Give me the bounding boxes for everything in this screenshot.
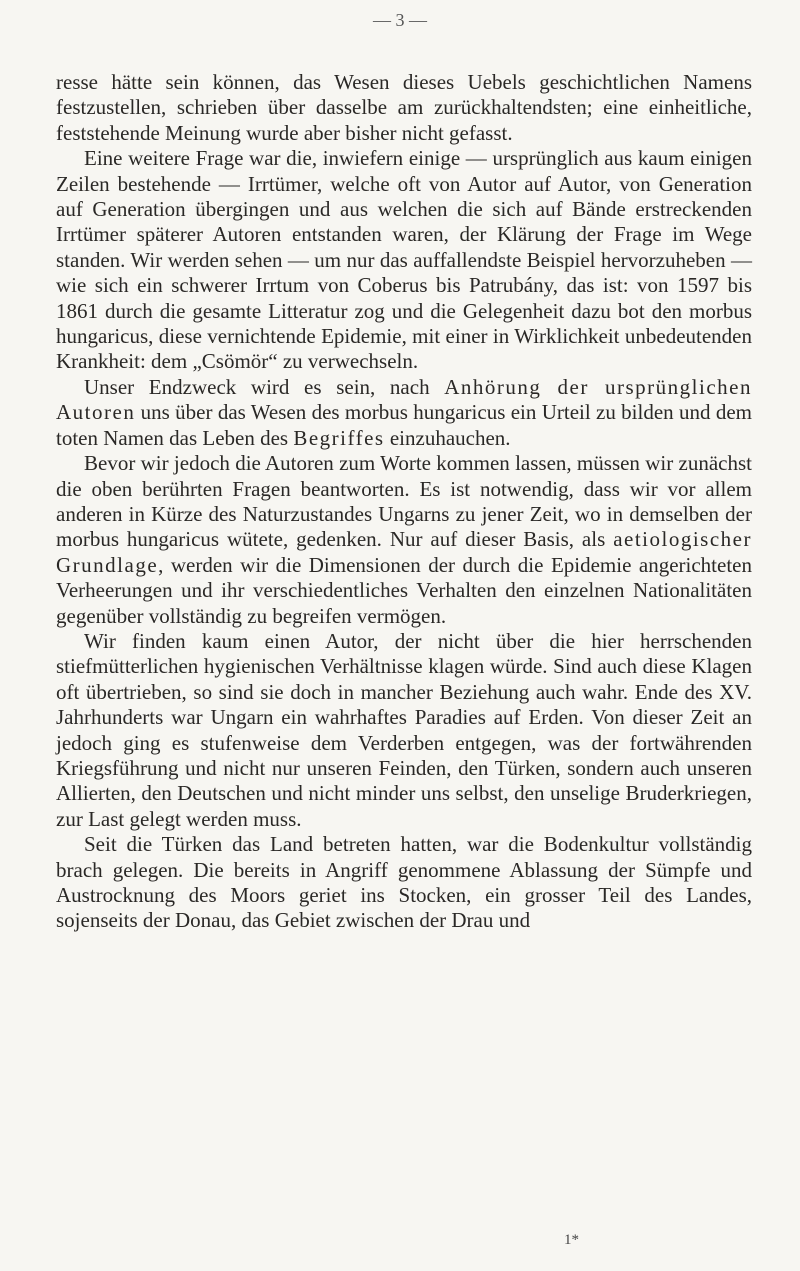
paragraph-4: Bevor wir jedoch die Autoren zum Worte kommen lassen, müssen wir zunächst die oben berührten Fragen beantworten. Es ist notwendig, dass wir vor allem anderen in Kürze des Naturzustandes Ungarns zu jener Zeit, wo in demselben der morbus hungaricus wütete, gedenken. Nur auf dieser Basis, als aetiologischer Grundlage, werden wir die Dimensionen der durch die Epidemie angerichteten Verheerungen und ihr verschiedentliches Verhalten den einzelnen Nationalitäten gegenüber vollständig zu begreifen vermögen. xyxy=(56,451,752,628)
emphasis-grundlage: aetiologischer Grundlage xyxy=(56,527,752,577)
footnote-marker: 1* xyxy=(564,1232,579,1248)
paragraph-2: Eine weitere Frage war die, inwiefern einige — ursprünglich aus kaum einigen Zeilen bestehende — Irrtümer, welche oft von Autor auf Autor, von Generation auf Generation übergingen und aus welchen die sich auf Bände erstreckenden Irrtümer späterer Autoren entstanden waren, der Klärung der Frage im Wege standen. Wir werden sehen — um nur das auffallendste Beispiel hervorzuheben — wie sich ein schwerer Irrtum von Coberus bis Patrubány, das ist: von 1597 bis 1861 durch die gesamte Litteratur zog und die Gelegenheit dazu bot den morbus hungaricus, diese vernichtende Epidemie, mit einer in Wirklichkeit unbedeutenden Krankheit: dem „Csömör“ zu verwechseln. xyxy=(56,146,752,374)
paragraph-6: Seit die Türken das Land betreten hatten, war die Bodenkultur vollständig brach gelegen. Die bereits in Angriff genommene Ablassung der Sümpfe und Austrocknung des Moors geriet ins Stocken, ein grosser Teil des Landes, sojenseits der Donau, das Gebiet zwischen der Drau und xyxy=(56,832,752,933)
body-text xyxy=(56,70,752,934)
emphasis-anhoerung: Anhörung der ursprünglichen Autoren xyxy=(56,374,752,425)
emphasis-begriffes: Begriffes xyxy=(293,425,385,450)
paragraph-1: resse hätte sein können, das Wesen dieses Uebels geschichtlichen Namens festzustellen, schrieben über dasselbe am zurückhaltendsten; eine einheitliche, feststehende Meinung wurde aber bisher nicht gefasst. xyxy=(56,70,752,145)
paragraph-3: Unser Endzweck wird es sein, nach Anhörung der ursprünglichen Autoren uns über das Wesen des morbus hungaricus ein Urteil zu bilden und dem toten Namen das Leben des Begriffes einzuhauchen. xyxy=(56,374,752,450)
paragraph-5: Wir finden kaum einen Autor, der nicht über die hier herrschenden stiefmütterlichen hygienischen Verhältnisse klagen würde. Sind auch diese Klagen oft übertrieben, so sind sie doch in mancher Beziehung auch wahr. Ende des XV. Jahrhunderts war Ungarn ein wahrhaftes Paradies auf Erden. Von dieser Zeit an jedoch ging es stufenweise dem Verderben entgegen, was der fortwährenden Kriegsführung und nicht nur unseren Feinden, den Türken, sondern auch unseren Allierten, den Deutschen und nicht minder uns selbst, den unselige Bruderkriegen, zur Last gelegt werden muss. xyxy=(56,628,752,831)
page-number: — 3 — xyxy=(373,10,427,30)
